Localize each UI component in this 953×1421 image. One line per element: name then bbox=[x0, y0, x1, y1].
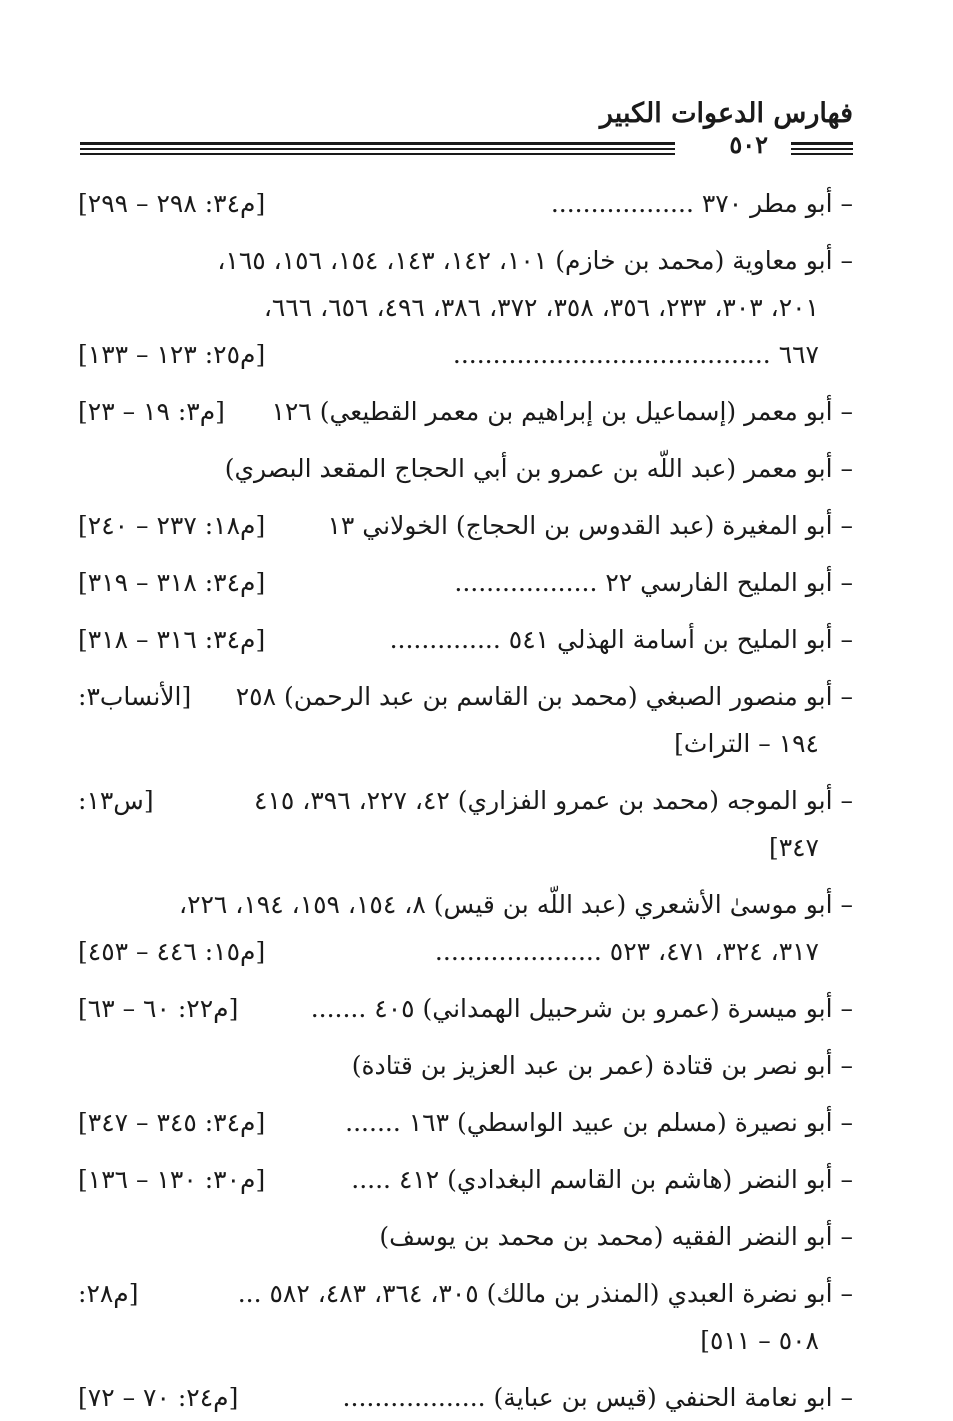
entry-text: ٣٤٧] bbox=[768, 833, 819, 862]
entry-line bbox=[78, 284, 853, 331]
entry-text: ٣١٧، ٣٢٤، ٤٧١، ٥٢٣ ..................... bbox=[434, 937, 819, 966]
entry-line bbox=[78, 616, 853, 663]
entry-line bbox=[78, 928, 853, 975]
index-entry bbox=[78, 1099, 853, 1146]
index-entry bbox=[78, 1156, 853, 1203]
entry-gap bbox=[78, 606, 853, 616]
entry-reference: [م٣٤: ٣٤٥ – ٣٤٧] bbox=[78, 1108, 266, 1137]
index-entry bbox=[78, 1213, 853, 1260]
page-header bbox=[80, 98, 853, 158]
entry-line bbox=[78, 824, 853, 871]
running-title: فهارس الدعوات الكبير bbox=[599, 98, 853, 129]
entry-line bbox=[78, 331, 853, 378]
entry-text: – أبو معمر (عبد اللّه بن عمرو بن أبي الحجاج المقعد البصري) bbox=[224, 454, 853, 483]
entry-text: ٦٦٧ ........................................ bbox=[452, 340, 819, 369]
entry-gap bbox=[78, 1089, 853, 1099]
entry-reference: [م٢٥: ١٢٣ – ١٣٣] bbox=[78, 340, 266, 369]
entry-gap bbox=[78, 435, 853, 445]
entry-text: – أبو ميسرة (عمرو بن شرحبيل الهمداني) ٤٠٥ ....... bbox=[310, 994, 853, 1023]
entry-line bbox=[78, 673, 853, 720]
entry-gap bbox=[78, 1032, 853, 1042]
entry-gap bbox=[78, 1146, 853, 1156]
entry-line bbox=[78, 1156, 853, 1203]
entry-line bbox=[78, 1213, 853, 1260]
entry-line bbox=[78, 881, 853, 928]
entry-text: – ابو نعامة الحنفي (قيس بن عباية) .................. bbox=[342, 1383, 853, 1412]
entry-text: – أبو معمر (إسماعيل بن إبراهيم بن معمر القطيعي) ١٢٦ bbox=[271, 397, 853, 426]
entry-text: – أبو معاوية (محمد بن خازم) ١٠١، ١٤٢، ١٤٣، ١٥٤، ١٥٦، ١٦٥، bbox=[217, 246, 853, 275]
index-entry bbox=[78, 1270, 853, 1364]
entry-reference: [الأنساب٣: bbox=[78, 682, 192, 711]
entry-line bbox=[78, 502, 853, 549]
entry-line bbox=[78, 237, 853, 284]
page-number: ٥٠٢ bbox=[729, 130, 768, 159]
entry-text: ٥٠٨ – ٥١١] bbox=[700, 1326, 819, 1355]
entry-text: – أبو المغيرة (عبد القدوس بن الحجاج) الخولاني ١٣ bbox=[327, 511, 853, 540]
entry-line bbox=[78, 1317, 853, 1364]
index-entry bbox=[78, 616, 853, 663]
index-entry bbox=[78, 1374, 853, 1421]
entry-text: ٢٠١، ٣٠٣، ٢٣٣، ٣٥٦، ٣٥٨، ٣٧٢، ٣٨٦، ٤٩٦، ٦٥٦، ٦٦٦، bbox=[263, 293, 819, 322]
entry-reference: [م٣٠: ١٣٠ – ١٣٦] bbox=[78, 1165, 266, 1194]
index-entry bbox=[78, 237, 853, 378]
index-entry bbox=[78, 180, 853, 227]
entry-text: – أبو مطر ٣٧٠ .................. bbox=[550, 189, 853, 218]
index-entry bbox=[78, 502, 853, 549]
entry-reference: [م٣٤: ٢٩٨ – ٢٩٩] bbox=[78, 189, 266, 218]
entry-gap bbox=[78, 663, 853, 673]
entry-reference: [م٢٤: ٧٠ – ٧٢] bbox=[78, 1383, 239, 1412]
index-entry bbox=[78, 1042, 853, 1089]
entry-text: – أبو الموجه (محمد بن عمرو الفزاري) ٤٢، ٢٢٧، ٣٩٦، ٤١٥ bbox=[254, 786, 853, 815]
entry-reference: [م٢٢: ٦٠ – ٦٣] bbox=[78, 994, 239, 1023]
entry-gap bbox=[78, 378, 853, 388]
index-entry bbox=[78, 559, 853, 606]
entry-text: – أبو النضر الفقيه (محمد بن محمد بن يوسف) bbox=[379, 1222, 853, 1251]
entry-gap bbox=[78, 227, 853, 237]
index-entry bbox=[78, 777, 853, 871]
entry-gap bbox=[78, 549, 853, 559]
index-entry bbox=[78, 673, 853, 767]
entry-text: – أبو نصيرة (مسلم بن عبيد الواسطي) ١٦٣ ....... bbox=[345, 1108, 853, 1137]
index-entries bbox=[78, 180, 853, 1421]
entry-line bbox=[78, 1374, 853, 1421]
index-entry bbox=[78, 985, 853, 1032]
entry-text: ١٩٤ – التراث] bbox=[674, 729, 819, 758]
entry-text: – أبو نصر بن قتادة (عمر بن عبد العزيز بن قتادة) bbox=[351, 1051, 853, 1080]
entry-text: – أبو المليح الفارسي ٢٢ .................. bbox=[454, 568, 853, 597]
entry-gap bbox=[78, 1203, 853, 1213]
index-entry bbox=[78, 388, 853, 435]
entry-line bbox=[78, 445, 853, 492]
entry-gap bbox=[78, 975, 853, 985]
entry-reference: [م٣٤: ٣١٨ – ٣١٩] bbox=[78, 568, 266, 597]
entry-reference: [م٢٨: bbox=[78, 1279, 139, 1308]
entry-text: – أبو المليح بن أسامة الهذلي ٥٤١ .............. bbox=[389, 625, 853, 654]
entry-reference: [س١٣: bbox=[78, 786, 154, 815]
entry-reference: [م٣: ١٩ – ٢٣] bbox=[78, 397, 225, 426]
entry-reference: [م١٨: ٢٣٧ – ٢٤٠] bbox=[78, 511, 266, 540]
entry-line bbox=[78, 388, 853, 435]
entry-line bbox=[78, 559, 853, 606]
entry-line bbox=[78, 180, 853, 227]
entry-gap bbox=[78, 492, 853, 502]
index-entry bbox=[78, 445, 853, 492]
index-entry bbox=[78, 881, 853, 975]
entry-line bbox=[78, 777, 853, 824]
entry-line bbox=[78, 1042, 853, 1089]
entry-gap bbox=[78, 1364, 853, 1374]
entry-text: – أبو نضرة العبدي (المنذر بن مالك) ٣٠٥، ٣٦٤، ٤٨٣، ٥٨٢ ... bbox=[237, 1279, 853, 1308]
entry-line bbox=[78, 985, 853, 1032]
entry-reference: [م١٥: ٤٤٦ – ٤٥٣] bbox=[78, 937, 266, 966]
entry-gap bbox=[78, 871, 853, 881]
entry-text: – أبو موسىٰ الأشعري (عبد اللّه بن قيس) ٨، ١٥٤، ١٥٩، ١٩٤، ٢٢٦، bbox=[178, 890, 853, 919]
entry-text: – أبو منصور الصبغي (محمد بن القاسم بن عبد الرحمن) ٢٥٨ bbox=[235, 682, 853, 711]
entry-line bbox=[78, 1099, 853, 1146]
entry-reference: [م٣٤: ٣١٦ – ٣١٨] bbox=[78, 625, 266, 654]
entry-line bbox=[78, 1270, 853, 1317]
entry-line bbox=[78, 720, 853, 767]
entry-gap bbox=[78, 767, 853, 777]
entry-text: – أبو النضر (هاشم بن القاسم البغدادي) ٤١٢ ..... bbox=[351, 1165, 853, 1194]
entry-gap bbox=[78, 1260, 853, 1270]
